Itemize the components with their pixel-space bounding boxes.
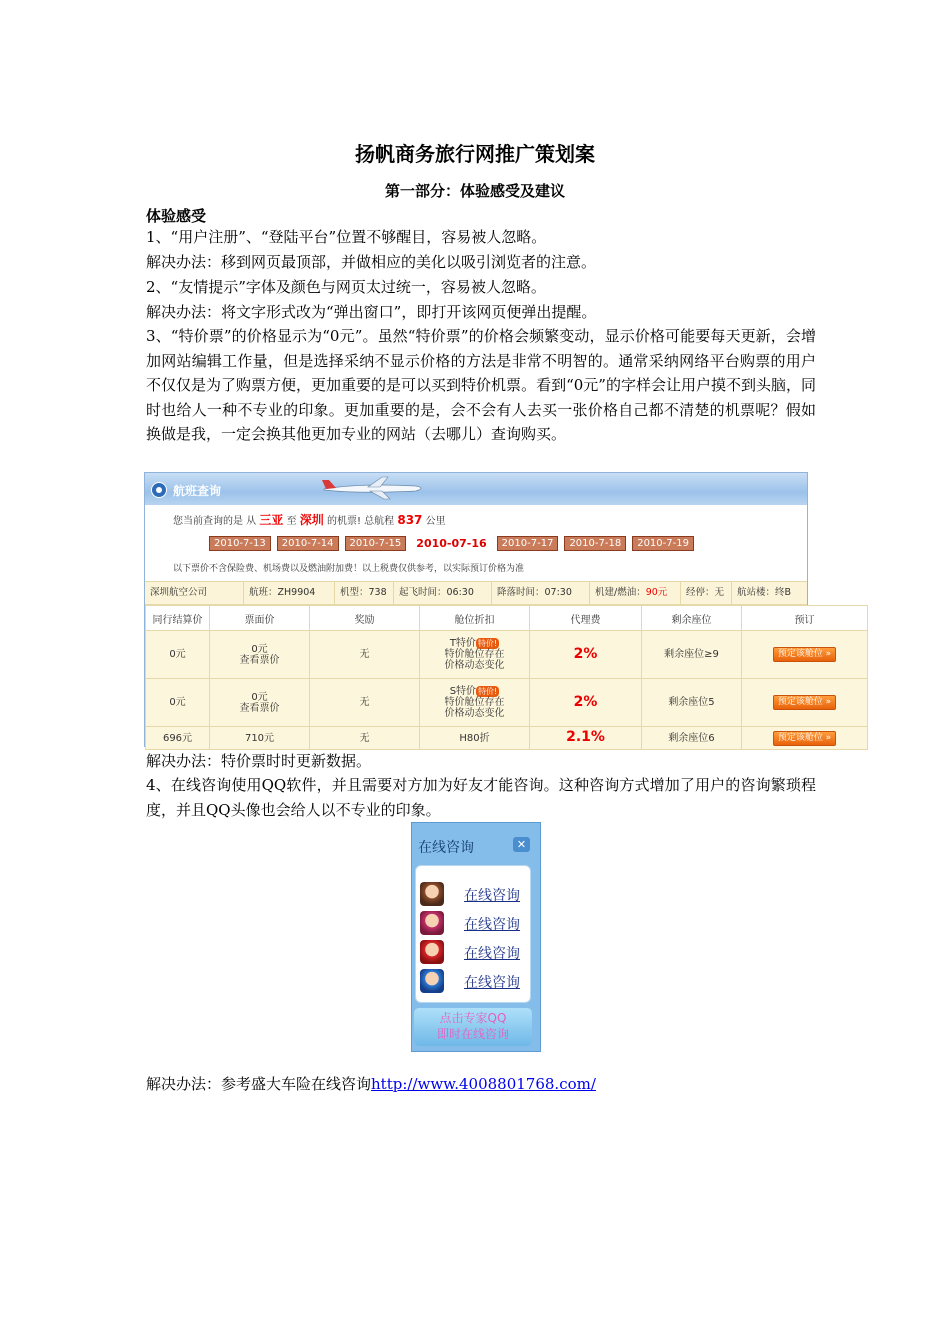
paragraph-7: 4、在线咨询使用QQ软件，并且需要对方加为好友才能咨询。这种咨询方式增加了用户的咨询繁琐程度，并且QQ头像也会给人以不专业的印象。 — [146, 776, 816, 819]
face-price — [210, 631, 310, 679]
paragraph-5: 3、“特价票”的价格显示为“0元”。虽然“特价票”的价格会频繁变动，显示价格可能要每天更新，会增加网站编辑工作量，但是选择采纳不显示价格的方法是非常不明智的。通常采纳网络平台购票的用户不仅仅是为了购票方便，更加重要的是可以买到特价机票。看到“0元”的字样会让用户摸不到头脑，同时也给人一种不专业的印象。更加重要的是，会不会有人去买一张价格自己都不清楚的机票呢？假如换做是我，一定会换其他更加专业的网站（去哪儿）查询购买。 — [146, 327, 816, 443]
agency-fee: 2.1% — [566, 729, 605, 745]
date-current: 2010-07-16 — [416, 537, 487, 550]
terminal: 航站楼：终B — [737, 587, 792, 598]
price-note: 以下票价不含保险费、机场费以及燃油附加费！以上税费仅供参考，以实际预订价格为准 — [173, 564, 525, 574]
from-city: 三亚 — [259, 513, 284, 527]
flight-panel-title: 航班查询 — [173, 484, 222, 498]
view-price-link[interactable]: 查看票价 — [239, 654, 280, 666]
face-price-value: 0元 — [251, 691, 268, 703]
column-header: 票面价 — [210, 606, 310, 631]
fare-table — [145, 605, 868, 750]
cabin-class: S特价 — [449, 686, 477, 697]
table-header-row — [146, 606, 868, 631]
face-price: 710元 — [210, 727, 310, 750]
flight-number: 航班：ZH9904 — [244, 582, 335, 604]
gear-icon — [151, 482, 167, 498]
cabin-note: 特价舱位存在 — [444, 697, 505, 708]
to-city: 深圳 — [299, 513, 324, 527]
distance-unit: 公里 — [425, 516, 446, 527]
arrive-time: 降落时间：07:30 — [492, 582, 590, 604]
column-header: 同行结算价 — [146, 606, 210, 631]
cabin-discount: H80折 — [420, 727, 530, 750]
avatar-icon — [420, 911, 444, 935]
qq-item[interactable] — [419, 969, 529, 995]
book-cabin-button[interactable]: 预定该舱位 » — [773, 731, 836, 746]
online-consult-link[interactable]: 在线咨询 — [464, 946, 520, 962]
reward: 无 — [310, 727, 420, 750]
reference-link[interactable]: http://www.4008801768.com/ — [371, 1075, 596, 1093]
column-header: 预订 — [742, 606, 868, 631]
paragraph-4: 解决办法：将文字形式改为“弹出窗口”，即打开该网页便弹出提醒。 — [146, 303, 597, 321]
flight-panel-header — [145, 473, 807, 505]
cta-line: 即时在线咨询 — [436, 1027, 509, 1041]
qq-item[interactable] — [419, 911, 529, 937]
solution-prefix: 解决办法：参考盛大车险在线咨询 — [146, 1075, 372, 1093]
column-header: 代理费 — [530, 606, 642, 631]
date-button[interactable]: 2010-7-19 — [632, 536, 694, 551]
date-button[interactable]: 2010-7-17 — [497, 536, 559, 551]
paragraph-1: 1、“用户注册”、“登陆平台”位置不够醒目，容易被人忽略。 — [146, 228, 547, 246]
paragraph-3: 2、“友情提示”字体及颜色与网页太过统一，容易被人忽略。 — [146, 278, 546, 296]
query-prefix: 您当前查询的是 从 — [173, 516, 257, 527]
date-selector — [209, 536, 694, 551]
doc-title: 扬帆商务旅行网推广策划案 — [355, 142, 595, 166]
date-button[interactable]: 2010-7-13 — [209, 536, 271, 551]
tax-prefix: 机建/燃油： — [595, 587, 646, 598]
online-consult-link[interactable]: 在线咨询 — [464, 975, 520, 991]
face-price-value: 0元 — [251, 643, 268, 655]
agency-fee: 2% — [573, 645, 598, 662]
reward: 无 — [310, 679, 420, 727]
cabin-discount — [420, 679, 530, 727]
tax-value: 90元 — [645, 587, 668, 598]
flight-query-summary — [173, 511, 446, 528]
distance: 837 — [397, 513, 423, 527]
table-row — [146, 679, 868, 727]
cta-line: 点击专家QQ — [439, 1011, 507, 1025]
flight-info-bar — [145, 581, 807, 605]
seats-left: 剩余座位≥9 — [642, 631, 742, 679]
settle-price: 696元 — [146, 727, 210, 750]
date-button[interactable]: 2010-7-14 — [277, 536, 339, 551]
avatar-icon — [420, 882, 444, 906]
qq-list — [415, 865, 531, 1003]
online-consult-link[interactable]: 在线咨询 — [464, 917, 520, 933]
table-row — [146, 631, 868, 679]
cabin-discount — [420, 631, 530, 679]
airport-tax — [590, 582, 681, 604]
face-price — [210, 679, 310, 727]
aircraft-type: 机型：738 — [335, 582, 394, 604]
table-row — [146, 727, 868, 750]
paragraph-8 — [146, 1072, 816, 1097]
book-cabin-button[interactable]: 预定该舱位 » — [773, 647, 836, 662]
cabin-class: T特价 — [449, 638, 476, 649]
seats-left: 剩余座位6 — [642, 727, 742, 750]
qq-panel-title: 在线咨询 — [418, 840, 474, 856]
book-cabin-button[interactable]: 预定该舱位 » — [773, 695, 836, 710]
section-heading: 体验感受 — [146, 207, 207, 225]
qq-item[interactable] — [419, 882, 529, 908]
flight-search-panel — [144, 472, 832, 747]
paragraph-6: 解决办法：特价票时时更新数据。 — [146, 752, 372, 770]
airline-name: 深圳航空公司 — [145, 582, 244, 604]
cabin-note: 特价舱位存在 — [444, 649, 505, 660]
avatar-icon — [420, 940, 444, 964]
qq-expert-button[interactable] — [414, 1008, 532, 1046]
stops: 经停：无 — [681, 582, 732, 604]
column-header: 奖励 — [310, 606, 420, 631]
view-price-link[interactable]: 查看票价 — [239, 702, 280, 714]
paragraph-2: 解决办法：移到网页最顶部，并做相应的美化以吸引浏览者的注意。 — [146, 253, 597, 271]
column-header: 舱位折扣 — [420, 606, 530, 631]
airplane-icon — [320, 477, 430, 501]
online-consult-link[interactable]: 在线咨询 — [464, 888, 520, 904]
settle-price: 0元 — [146, 631, 210, 679]
doc-subtitle: 第一部分：体验感受及建议 — [384, 182, 565, 200]
reward: 无 — [310, 631, 420, 679]
column-header: 剩余座位 — [642, 606, 742, 631]
qq-consult-panel — [411, 822, 541, 1052]
special-tag: 特价! — [478, 687, 498, 696]
qq-item[interactable] — [419, 940, 529, 966]
depart-time: 起飞时间：06:30 — [394, 582, 492, 604]
settle-price: 0元 — [146, 679, 210, 727]
agency-fee: 2% — [573, 693, 598, 710]
cabin-note: 价格动态变化 — [444, 660, 505, 671]
date-button[interactable]: 2010-7-15 — [345, 536, 407, 551]
query-mid: 的机票! 总航程 — [326, 516, 395, 527]
avatar-icon — [420, 969, 444, 993]
to-word: 至 — [286, 516, 297, 527]
close-icon[interactable]: ✕ — [513, 837, 530, 852]
cabin-note: 价格动态变化 — [444, 708, 505, 719]
seats-left: 剩余座位5 — [642, 679, 742, 727]
date-button[interactable]: 2010-7-18 — [564, 536, 626, 551]
special-tag: 特价! — [477, 639, 498, 648]
